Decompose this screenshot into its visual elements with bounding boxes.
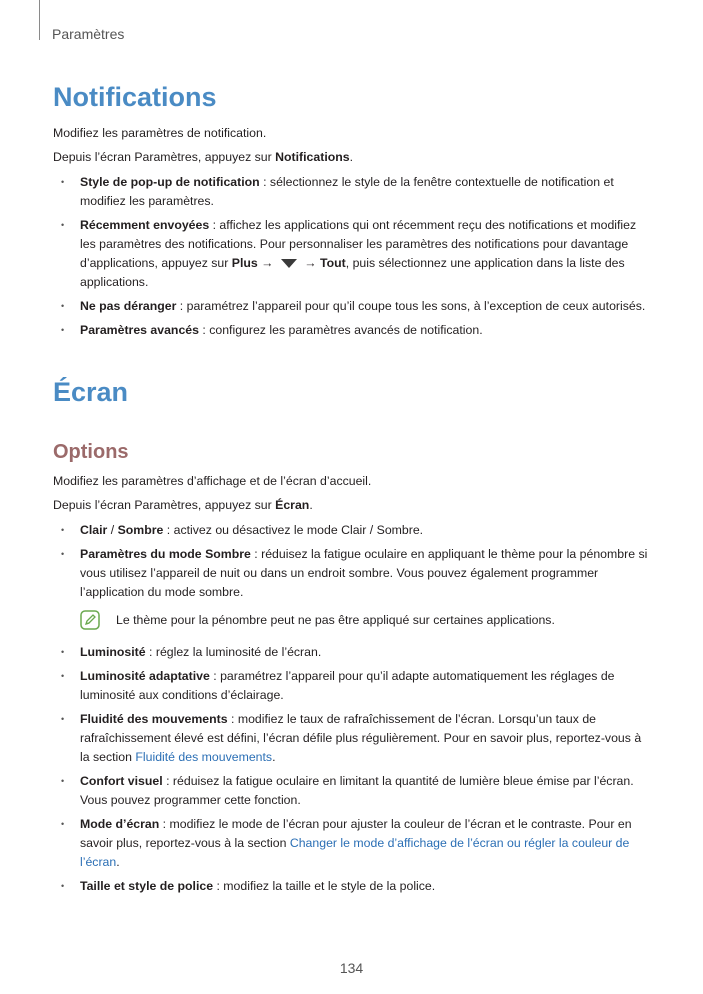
notifications-path: Depuis l’écran Paramètres, appuyez sur Notifications. bbox=[53, 150, 354, 164]
list-item: • Luminosité adaptative : paramétrez l’appareil pour qu’il adapte automatiquement les réglages de luminosité aux conditions d’éclairage. bbox=[53, 667, 653, 705]
list-item: • Luminosité : réglez la luminosité de l’écran. bbox=[53, 643, 653, 662]
page-number: 134 bbox=[339, 960, 364, 976]
list-item: • Récemment envoyées : affichez les applications qui ont récemment reçu des notifications et modifiez les paramètres des notifications. Pour personnaliser les paramètres des notifications pour davantage d’applications, appuyez sur Plus → → Tout, puis sélectionnez une application dans la liste des applications. bbox=[53, 216, 653, 292]
subsection-title-options: Options bbox=[53, 441, 129, 463]
list-item: • Ne pas déranger : paramétrez l’appareil pour qu’il coupe tous les sons, à l’exception de ceux autorisés. bbox=[53, 297, 653, 316]
notifications-list bbox=[53, 173, 653, 345]
dropdown-arrow-icon bbox=[281, 259, 297, 268]
section-title-ecran: Écran bbox=[53, 377, 129, 407]
note-text: Le thème pour la pénombre peut ne pas être appliqué sur certaines applications. bbox=[116, 613, 555, 627]
ecran-list-b bbox=[53, 643, 653, 901]
list-item: • Mode d’écran : modifiez le mode de l’écran pour ajuster la couleur de l’écran et le contraste. Pour en savoir plus, reportez-vous à la section Changer le mode d’affichage de l’écran ou régler la couleur de l’écran. bbox=[53, 815, 653, 872]
link-fluidite[interactable]: Fluidité des mouvements bbox=[135, 750, 273, 764]
ecran-intro: Modifiez les paramètres d’affichage et de l’écran d’accueil. bbox=[53, 474, 372, 488]
notifications-intro: Modifiez les paramètres de notification. bbox=[53, 126, 267, 140]
list-item: • Paramètres avancés : configurez les paramètres avancés de notification. bbox=[53, 321, 653, 340]
list-item: • Fluidité des mouvements : modifiez le taux de rafraîchissement de l’écran. Lorsqu’un taux de rafraîchissement élevé est défini, l’écran défile plus régulièrement. Pour en savoir plus, reportez-vous à la section Fluidité des mouvements. bbox=[53, 710, 653, 767]
note-pencil-icon bbox=[80, 610, 100, 630]
list-item: • Style de pop-up de notification : sélectionnez le style de la fenêtre contextuelle de notification et modifiez les paramètres. bbox=[53, 173, 653, 211]
list-item: • Paramètres du mode Sombre : réduisez la fatigue oculaire en appliquant le thème pour la pénombre si vous utilisez l’appareil de nuit ou dans un endroit sombre. Vous pouvez également programmer l’application du mode sombre. bbox=[53, 545, 653, 602]
section-title-notifications: Notifications bbox=[53, 82, 217, 112]
link-mode-ecran[interactable]: Changer le mode d’affichage de l’écran ou régler la couleur de l’écran bbox=[80, 836, 630, 869]
list-item: • Confort visuel : réduisez la fatigue oculaire en limitant la quantité de lumière bleue émise par l’écran. Vous pouvez programmer cette fonction. bbox=[53, 772, 653, 810]
ecran-list-a bbox=[53, 521, 653, 607]
ecran-path: Depuis l’écran Paramètres, appuyez sur Écran. bbox=[53, 498, 313, 512]
list-item: • Clair / Sombre : activez ou désactivez le mode Clair / Sombre. bbox=[53, 521, 653, 540]
header-rule bbox=[39, 0, 40, 40]
list-item: • Taille et style de police : modifiez la taille et le style de la police. bbox=[53, 877, 653, 896]
running-header: Paramètres bbox=[52, 26, 125, 42]
